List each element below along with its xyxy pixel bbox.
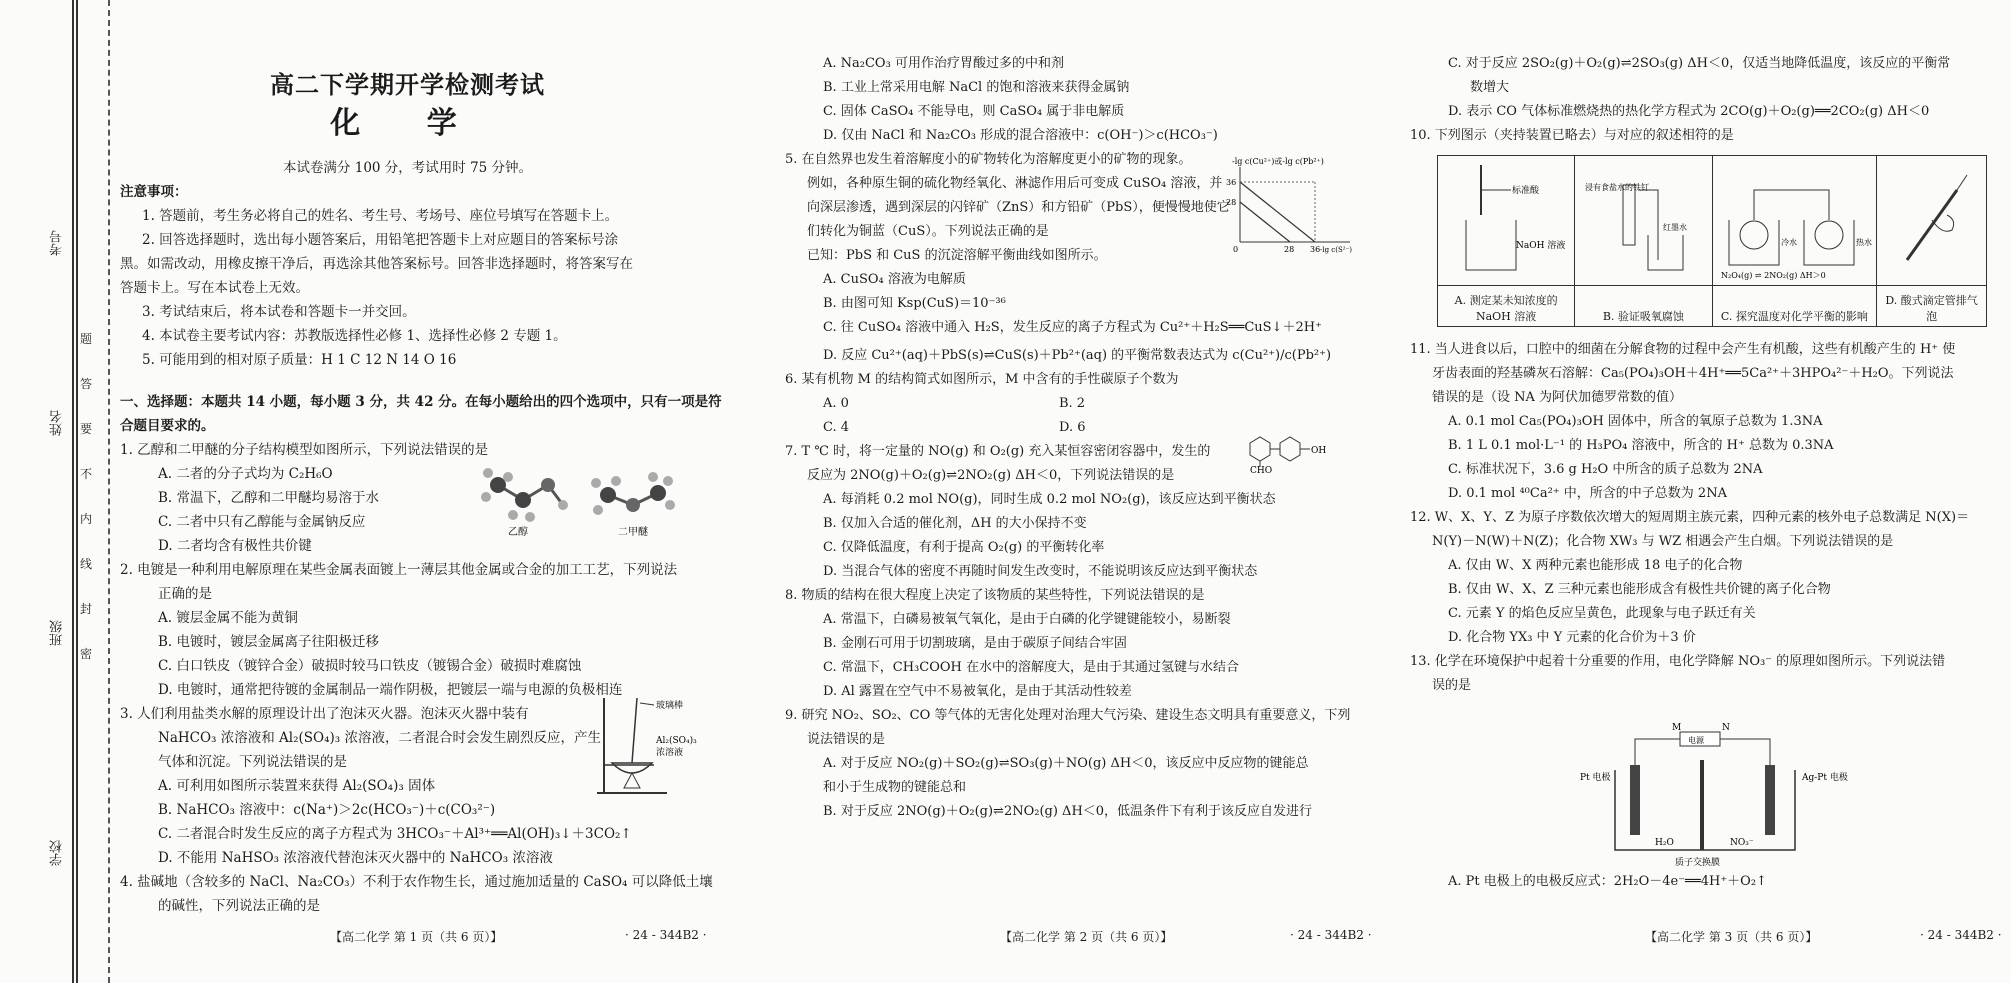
binding-margin [0,0,140,983]
seal-char: 密 [80,647,93,661]
question-text: 向深层渗透，遇到深层的闪锌矿（ZnS）和方铅矿（PbS），便慢慢地使它 [807,200,1230,215]
option [785,392,1345,416]
seal-char: 线 [80,557,93,571]
option: 和小于生成物的键能总和 [823,780,967,795]
option: D. 仅由 NaCl 和 Na₂CO₃ 形成的混合溶液中：c(OH⁻)＞c(HCO₃⁻) [823,128,1218,143]
label-al2so4: Al₂(SO₄)₃ [656,736,697,746]
question-text: N(Y)－N(W)＋N(Z)；化合物 XW₃ 与 WZ 相遇会产生白烟。下列说法错误的是 [1432,534,1894,549]
question-8: 8. 物质的结构在很大程度上决定了该物质的某些特性，下列说法错误的是 [785,588,1205,603]
x-axis-label: -lg c(S²⁻) [1320,246,1352,254]
caption-c: C. 探究温度对化学平衡的影响 [1712,286,1877,327]
origin: 0 [1233,245,1239,254]
power-source: 电源 [1688,736,1704,745]
electrolysis-cell-figure [1580,720,1880,870]
option: 数增大 [1470,80,1510,95]
ethanol-model [481,468,568,522]
exam-info: 本试卷满分 100 分，考试用时 75 分钟。 [282,160,533,176]
question-text: 牙齿表面的羟基磷灰石溶解：Ca₅(PO₄)₃OH＋4H⁺══5Ca²⁺＋3HPO₄²⁻＋H₂O。下列说法 [1432,366,1954,381]
titration-figure [1446,160,1566,280]
label-red-ink: 红墨水 [1663,223,1688,232]
label-standard-acid: 标准酸 [1512,186,1540,196]
note-line: 黑。如需改动，用橡皮擦干净后，再选涂其他答案标号。回答非选择题时，将答案写在 [120,256,633,272]
question-11: 11. 当人进食以后，口腔中的细菌在分解食物的过程中会产生有机酸，这些有机酸产生的 H⁺ 使 [1410,342,1956,357]
option: B. 工业上常采用电解 NaCl 的饱和溶液来获得金属钠 [823,80,1130,95]
compound-m-structure [1225,423,1335,476]
seal-char: 要 [80,422,93,436]
seal-char: 题 [80,332,93,346]
apparatus-b [1575,156,1712,286]
label-iron-nail: 浸有食盐水的铁钉 [1585,183,1650,192]
label-concentrated-solution: 浓溶液 [656,748,684,758]
terminal-n: N [1722,723,1730,733]
label-cold-water: 冷水 [1781,238,1798,247]
question-2: 2. 电镀是一种利用电解原理在某些金属表面镀上一薄层其他金属或合金的加工工艺，下列说法 [120,562,678,578]
label-membrane: 质子交换膜 [1675,858,1721,868]
question-text: 反应为 2NO(g)＋O₂(g)⇌2NO₂(g) ΔH＜0，下列说法错误的是 [807,468,1175,483]
acid-burette-figure [1887,160,1977,280]
oxygen-corrosion-figure [1583,160,1703,280]
terminal-m: M [1672,723,1682,733]
option: A. Pt 电极上的电极反应式：2H₂O－4e⁻══4H⁺＋O₂↑ [1448,874,1767,889]
question-text: 误的是 [1432,678,1472,693]
option: B. 常温下，乙醇和二甲醚均易溶于水 [158,490,380,506]
pt-electrode [1630,765,1640,835]
question-text: 说法错误的是 [807,732,886,747]
question-9: 9. 研究 NO₂、SO₂、CO 等气体的无害化处理对治理大气污染、建设生态文明具有重要意义，下列 [785,708,1351,723]
option: B. 由图可知 Ksp(CuS)＝10⁻³⁶ [823,296,1006,311]
section-title: 一、选择题：本题共 14 小题，每小题 3 分，共 42 分。在每小题给出的四个选项中，只有一项是符 [120,394,722,410]
label-exam-number: 考号 [50,230,65,256]
option: D. 二者均含有极性共价键 [158,538,312,554]
option: D. 不能用 NaHSO₃ 浓溶液代替泡沫灭火器中的 NaHCO₃ 浓溶液 [158,850,553,866]
question-13-option-a [1448,870,1767,894]
option: C. 对于反应 2SO₂(g)＋O₂(g)⇌2SO₃(g) ΔH＜0，仅适当地降低温度，该反应的平衡常 [1448,56,1951,71]
curve-cus [1240,182,1315,242]
page-footer: 【高二化学 第 3 页（共 6 页）】 [1645,930,1818,944]
option: D. Al 露置在空气中不易被氧化，是由于其活动性较差 [823,684,1132,699]
section-title: 合题目要求的。 [120,418,215,434]
label-naoh: NaOH 溶液 [1516,241,1566,251]
option: A. 每消耗 0.2 mol NO(g)，同时生成 0.2 mol NO₂(g)，该反应达到平衡状态 [823,492,1276,507]
option: A. 二者的分子式均为 C₂H₆O [158,466,333,482]
binding-line [72,0,74,983]
option: C. 元素 Y 的焰色反应呈黄色，此现象与电子跃迁有关 [1448,606,1756,621]
x-tick: 28 [1284,245,1295,254]
option: B. 金刚石可用于切割玻璃，是由于碳原子间结合牢固 [823,636,1127,651]
solubility-curve-figure [1220,152,1370,257]
option: D. 表示 CO 气体标准燃烧热的热化学方程式为 2CO(g)＋O₂(g)══2CO₂(g) ΔH＜0 [1448,104,1930,119]
dimethyl-ether-model [591,472,675,515]
question-text: 气体和沉淀。下列说法错误的是 [158,754,347,770]
option: D. 反应 Cu²⁺(aq)＋PbS(s)⇌CuS(s)＋Pb²⁺(aq) 的平衡常数表达式为 c(Cu²⁺)/c(Pb²⁺) [823,348,1332,363]
option: D. 当混合气体的密度不再随时间发生改变时，不能说明该反应达到平衡状态 [823,564,1258,579]
question-6: 6. 某有机物 M 的结构简式如图所示，M 中含有的手性碳原子个数为 [785,372,1179,387]
y-tick: 36 [1226,178,1237,187]
question-13: 13. 化学在环境保护中起着十分重要的作用，电化学降解 NO₃⁻ 的原理如图所示。下列说法错 [1410,654,1946,669]
question-5: 5. 在自然界也发生着溶解度小的矿物转化为溶解度更小的矿物的现象。 [785,152,1192,167]
option: A. 0.1 mol Ca₅(PO₄)₃OH 固体中，所含的氧原子总数为 1.3NA [1448,414,1823,429]
question-3: 3. 人们利用盐类水解的原理设计出了泡沫灭火器。泡沫灭火器中装有 [120,706,529,722]
option: A. 可利用如图所示装置来获得 Al₂(SO₄)₃ 固体 [158,778,436,794]
label-school: 学校 [50,840,65,866]
option: B. 对于反应 2NO(g)＋O₂(g)⇌2NO₂(g) ΔH＜0，低温条件下有利于该反应自发进行 [823,804,1313,819]
y-axis-label: -lg c(Cu²⁺)或-lg c(Pb²⁺) [1232,157,1324,166]
seal-char: 答 [80,377,93,391]
option: D. 化合物 YX₃ 中 Y 元素的化合价为＋3 价 [1448,630,1696,645]
question-text: 例如，各种原生铜的硫化物经氧化、淋滤作用后可变成 CuSO₄ 溶液，并 [807,176,1223,191]
option: A. 常温下，白磷易被氧气氧化，是由于白磷的化学键键能较小，易断裂 [823,612,1231,627]
option: D. 电镀时，通常把待镀的金属制品一端作阴极，把镀层一端与电源的负极相连 [158,682,623,698]
option: A. 仅由 W、X 两种元素也能形成 18 电子的化合物 [1448,558,1743,573]
question-4: 4. 盐碱地（含较多的 NaCl、Na₂CO₃）不利于农作物生长，通过施加适量的 CaSO₄ 可以降低土壤 [120,874,713,890]
figure-caption-ether: 二甲醚 [618,527,648,538]
option: A. CuSO₄ 溶液为电解质 [823,272,966,287]
question-text: 已知：PbS 和 CuS 的沉淀溶解平衡曲线如图所示。 [807,248,1107,263]
apparatus-c [1712,156,1877,286]
question-1: 1. 乙醇和二甲醚的分子结构模型如图所示，下列说法错误的是 [120,442,489,458]
option: D. 0.1 mol ⁴⁰Ca²⁺ 中，所含的中子总数为 2NA [1448,486,1727,501]
note-line: 5. 可能用到的相对原子质量：H 1 C 12 N 14 O 16 [142,352,457,368]
option: C. 常温下，CH₃COOH 在水中的溶解度大，是由于其通过氢键与水结合 [823,660,1239,675]
label-nitrate: NO₃⁻ [1730,838,1754,848]
label-hot-water: 热水 [1856,238,1873,247]
label-equilibrium: N₂O₄(g) ⇌ 2NO₂(g) ΔH＞0 [1721,271,1827,280]
label-name: 姓名 [50,410,65,436]
option: C. 固体 CaSO₄ 不能导电，则 CaSO₄ 属于非电解质 [823,104,1125,119]
apparatus-a [1438,156,1575,286]
page-footer: 【高二化学 第 2 页（共 6 页）】 [1000,930,1173,944]
caption-d: D. 酸式滴定管排气泡 [1877,286,1987,327]
option: A. 对于反应 NO₂(g)＋SO₂(g)⇌SO₃(g)＋NO(g) ΔH＜0，该反应中反应物的键能总 [823,756,1309,771]
temperature-equilibrium-figure [1719,160,1873,280]
seal-char: 封 [80,602,93,616]
seal-dashed-line [108,0,110,983]
question-text: 们转化为铜蓝（CuS）。下列说法正确的是 [807,224,1049,239]
option: C. 仅降低温度，有利于提高 O₂(g) 的平衡转化率 [823,540,1105,555]
page-code: · 24 - 344B2 · [625,928,707,942]
option: C. 二者混合时发生反应的离子方程式为 3HCO₃⁻＋Al³⁺══Al(OH)₃↓＋3CO₂↑ [158,826,632,842]
cho-group: CHO [1250,466,1273,476]
option: B. 电镀时，镀层金属离子往阳极迁移 [158,634,380,650]
option-b: B. 2 [1058,396,1086,411]
page-code: · 24 - 344B2 · [1290,928,1372,942]
y-tick: 28 [1226,198,1237,207]
question-text: 错误的是（设 NA 为阿伏加德罗常数的值） [1432,390,1683,405]
page-code: · 24 - 344B2 · [1920,928,2002,942]
question-7: 7. T ℃ 时，将一定量的 NO(g) 和 O₂(g) 充入某恒容密闭容器中，发生的 [785,444,1211,459]
page-3 [1410,52,1990,148]
label-ag-pt-electrode: Ag-Pt 电极 [1802,773,1848,783]
question-text: 正确的是 [158,586,212,602]
option: B. 仅由 W、X、Z 三种元素也能形成含有极性共价键的离子化合物 [1448,582,1831,597]
exam-subject: 化 学 [330,106,485,141]
seal-char: 不 [80,467,93,481]
apparatus-d [1877,156,1987,286]
curve-pbs [1240,202,1290,242]
option: C. 标准状况下，3.6 g H₂O 中所含的质子总数为 2NA [1448,462,1763,477]
question-10-figure-table [1437,155,1987,327]
option-c: C. 4 [823,420,850,435]
option-a: A. 0 [823,396,849,411]
evaporation-apparatus-figure [592,693,702,798]
molecule-models-figure [468,455,708,540]
page-footer: 【高二化学 第 1 页（共 6 页）】 [330,930,503,944]
option: C. 白口铁皮（镀锌合金）破损时较马口铁皮（镀锡合金）破损时难腐蚀 [158,658,582,674]
x-tick: 36 [1310,245,1321,254]
option: A. Na₂CO₃ 可用作治疗胃酸过多的中和剂 [823,56,1064,71]
page-3-lower [1410,338,2000,698]
label-pt-electrode: Pt 电极 [1580,773,1611,783]
option-d: D. 6 [1059,420,1086,435]
binding-line [76,0,78,983]
note-line: 答题卡上。写在本试卷上无效。 [120,280,309,296]
figure-caption-ethanol: 乙醇 [508,527,528,538]
option: C. 二者中只有乙醇能与金属钠反应 [158,514,366,530]
exam-title: 高二下学期开学检测考试 [270,70,545,99]
caption-b: B. 验证吸氧腐蚀 [1575,286,1712,327]
ag-pt-electrode [1765,765,1775,835]
option: B. 1 L 0.1 mol·L⁻¹ 的 H₃PO₄ 溶液中，所含的 H⁺ 总数为 0.3NA [1448,438,1834,453]
note-line: 2. 回答选择题时，选出每小题答案后，用铅笔把答题卡上对应题目的答案标号涂 [142,232,619,248]
label-water: H₂O [1655,838,1674,848]
question-text: NaHCO₃ 浓溶液和 Al₂(SO₄)₃ 浓溶液，二者混合时会发生剧烈反应，产生 [158,730,601,746]
caption-a: A. 测定某未知浓度的 NaOH 溶液 [1438,286,1575,327]
label-class: 班级 [50,620,65,646]
option: B. NaHCO₃ 溶液中：c(Na⁺)＞2c(HCO₃⁻)＋c(CO₃²⁻) [158,802,496,818]
oh-group: OH [1311,446,1327,456]
question-10: 10. 下列图示（夹持装置已略去）与对应的叙述相符的是 [1410,128,1734,143]
seal-char: 内 [80,512,93,526]
option: B. 仅加入合适的催化剂，ΔH 的大小保持不变 [823,516,1087,531]
label-glass-rod: 玻璃棒 [656,701,684,711]
note-line: 1. 答题前，考生务必将自己的姓名、考生号、考场号、座位号填写在答题卡上。 [142,208,619,224]
note-line: 4. 本试卷主要考试内容：苏教版选择性必修 1、选择性必修 2 专题 1。 [142,328,567,344]
notes-title: 注意事项： [120,184,188,200]
question-12: 12. W、X、Y、Z 为原子序数依次增大的短周期主族元素，四种元素的核外电子总数满足 N(X)＝ [1410,510,1970,525]
question-text: 的碱性，下列说法正确的是 [158,898,320,914]
option: A. 镀层金属不能为黄铜 [158,610,298,626]
note-line: 3. 考试结束后，将本试卷和答题卡一并交回。 [142,304,416,320]
option: C. 往 CuSO₄ 溶液中通入 H₂S，发生反应的离子方程式为 Cu²⁺＋H₂S══CuS↓＋2H⁺ [823,320,1322,335]
